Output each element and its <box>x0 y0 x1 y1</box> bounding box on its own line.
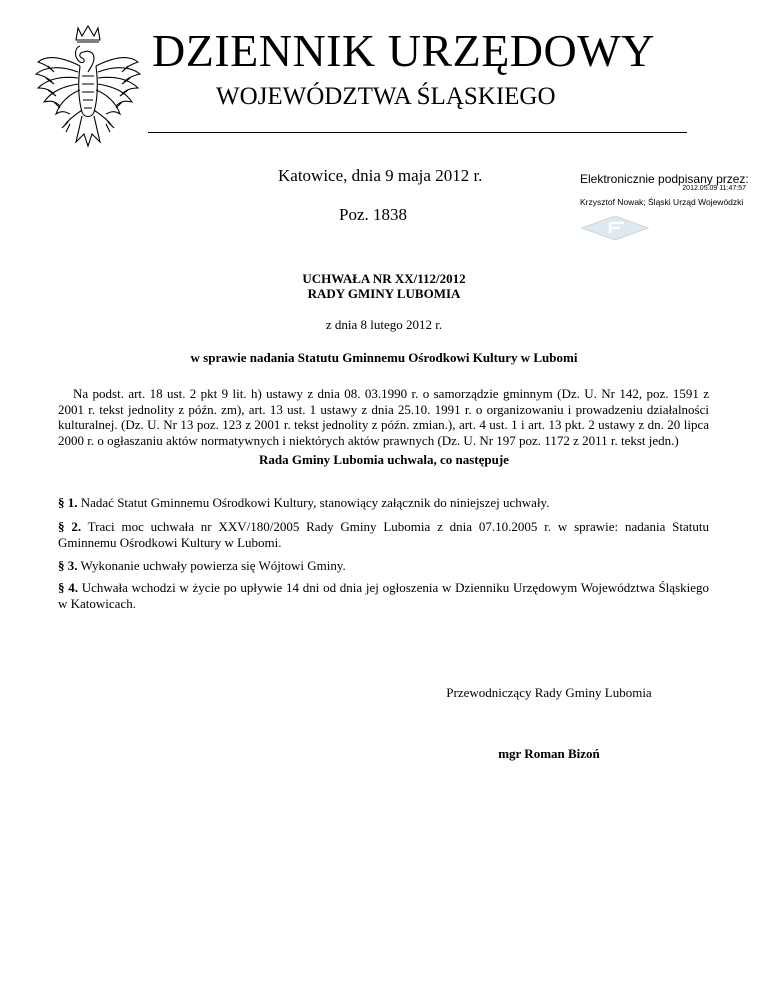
legal-basis-paragraph: Na podst. art. 18 ust. 2 pkt 9 lit. h) ustawy z dnia 08. 03.1990 r. o samorządzie gminnym (Dz. U. Nr 142, poz. 1591 z 2001 r. tekst jednolity z późn. zm), art. 13 ust. 1 ustawy z dnia 25.10. 1991 r. o organizowaniu i prowadzeniu działalności kulturalnej. (Dz. U. Nr 13 poz. 123 z 2001 r. tekst jednolity z późn. zmian.), art. 4 ust. 1 i art. 13 pkt. 2 ustawy z dn. 20 lipca 2000 r. o ogłaszaniu aktów normatywnych i niektórych aktów prawnych (Dz. U. Nr 197 poz. 1172 z 2011 r. tekst jedn.) <box>58 386 709 448</box>
section-3 <box>58 558 709 574</box>
section-text: Nadać Statut Gminnemu Ośrodkowi Kultury, stanowiący załącznik do niniejszej uchwały. <box>80 495 550 510</box>
section-number: § 1. <box>58 495 78 510</box>
section-4 <box>58 580 709 611</box>
signature-timestamp: 2012.05.09 11:47:57 <box>682 185 746 192</box>
header-divider <box>148 132 687 133</box>
signature-signer: Krzysztof Nowak; Śląski Urząd Wojewódzki <box>580 197 744 207</box>
decision-line: Rada Gminy Lubomia uchwala, co następuje <box>259 452 509 467</box>
journal-subtitle: WOJEWÓDZTWA ŚLĄSKIEGO <box>216 83 556 110</box>
resolution-body: RADY GMINY LUBOMIA <box>307 286 461 301</box>
journal-title: DZIENNIK URZĘDOWY <box>152 25 655 76</box>
publication-place-date: Katowice, dnia 9 maja 2012 r. <box>278 166 483 185</box>
coat-of-arms-eagle-icon <box>34 22 142 150</box>
electronic-signature-box <box>580 172 760 207</box>
resolution-number: UCHWAŁA NR XX/112/2012 <box>302 271 466 286</box>
chairman-name: mgr Roman Bizoń <box>498 746 600 761</box>
section-number: § 4. <box>58 580 78 595</box>
signature-watermark-icon <box>580 214 650 242</box>
signature-label: Elektronicznie podpisany przez: <box>580 172 749 186</box>
section-text: Traci moc uchwała nr XXV/180/2005 Rady Gminy Lubomia z dnia 07.10.2005 r. w sprawie: nadania Statutu Gminnemu Ośrodkowi Kultury w Lubomi. <box>58 519 710 550</box>
section-number: § 2. <box>58 519 82 534</box>
resolution-subject: w sprawie nadania Statutu Gminnemu Ośrodkowi Kultury w Lubomi <box>190 350 578 365</box>
section-number: § 3. <box>58 558 78 573</box>
section-text: Wykonanie uchwały powierza się Wójtowi Gminy. <box>80 558 346 573</box>
resolution-date: z dnia 8 lutego 2012 r. <box>325 317 443 332</box>
section-1 <box>58 495 709 511</box>
section-2 <box>58 519 709 550</box>
chairman-role: Przewodniczący Rady Gminy Lubomia <box>446 685 652 700</box>
section-text: Uchwała wchodzi w życie po upływie 14 dni od dnia jej ogłoszenia w Dzienniku Urzędowym Województwa Śląskiego w Katowicach. <box>58 580 710 611</box>
position-number: Poz. 1838 <box>339 205 407 224</box>
